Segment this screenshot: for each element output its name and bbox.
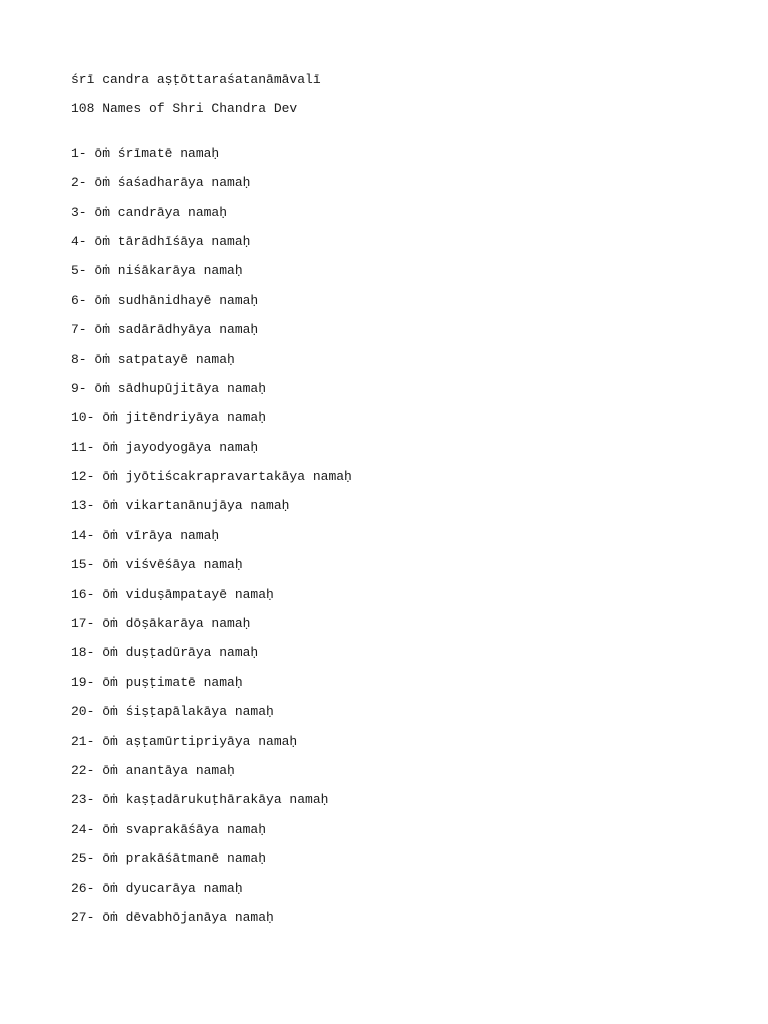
list-item: 17- ōṁ dōṣākarāya namaḥ	[71, 616, 251, 632]
list-item: 7- ōṁ sadārādhyāya namaḥ	[71, 322, 259, 338]
list-item: 6- ōṁ sudhānidhayē namaḥ	[71, 292, 259, 308]
document-title: śrī candra aṣṭōttaraśatanāmāvalī	[71, 72, 321, 87]
list-item: 3- ōṁ candrāya namaḥ	[71, 204, 228, 220]
list-item: 15- ōṁ viśvēśāya namaḥ	[71, 557, 243, 573]
document-subtitle: 108 Names of Shri Chandra Dev	[71, 101, 298, 117]
list-item: 19- ōṁ puṣṭimatē namaḥ	[71, 674, 243, 690]
list-item: 24- ōṁ svaprakāśāya namaḥ	[71, 821, 267, 837]
list-item: 12- ōṁ jyōtiścakrapravartakāya namaḥ	[71, 469, 352, 485]
list-item: 23- ōṁ kaṣṭadārukuṭhārakāya namaḥ	[71, 792, 329, 808]
list-item: 26- ōṁ dyucarāya namaḥ	[71, 880, 243, 896]
list-item: 5- ōṁ niśākarāya namaḥ	[71, 263, 243, 279]
list-item: 9- ōṁ sādhupūjitāya namaḥ	[71, 380, 267, 396]
list-item: 18- ōṁ duṣṭadūrāya namaḥ	[71, 645, 259, 661]
list-item: 22- ōṁ anantāya namaḥ	[71, 762, 235, 778]
list-item: 1- ōṁ śrīmatē namaḥ	[71, 145, 220, 161]
list-item: 16- ōṁ viduṣāmpatayē namaḥ	[71, 586, 274, 602]
list-item: 8- ōṁ satpatayē namaḥ	[71, 351, 235, 367]
document-page	[71, 70, 711, 937]
list-item: 11- ōṁ jayodyogāya namaḥ	[71, 439, 259, 455]
list-item: 2- ōṁ śaśadharāya namaḥ	[71, 175, 251, 191]
names-list	[71, 144, 711, 938]
list-item: 13- ōṁ vikartanānujāya namaḥ	[71, 498, 290, 514]
list-item: 4- ōṁ tārādhīśāya namaḥ	[71, 233, 251, 249]
list-item: 14- ōṁ vīrāya namaḥ	[71, 527, 220, 543]
list-item: 10- ōṁ jitēndriyāya namaḥ	[71, 410, 267, 426]
list-item: 25- ōṁ prakāśātmanē namaḥ	[71, 851, 267, 867]
list-item: 21- ōṁ aṣṭamūrtipriyāya namaḥ	[71, 733, 298, 749]
list-item: 27- ōṁ dēvabhōjanāya namaḥ	[71, 909, 274, 925]
list-item: 20- ōṁ śiṣṭapālakāya namaḥ	[71, 704, 274, 720]
